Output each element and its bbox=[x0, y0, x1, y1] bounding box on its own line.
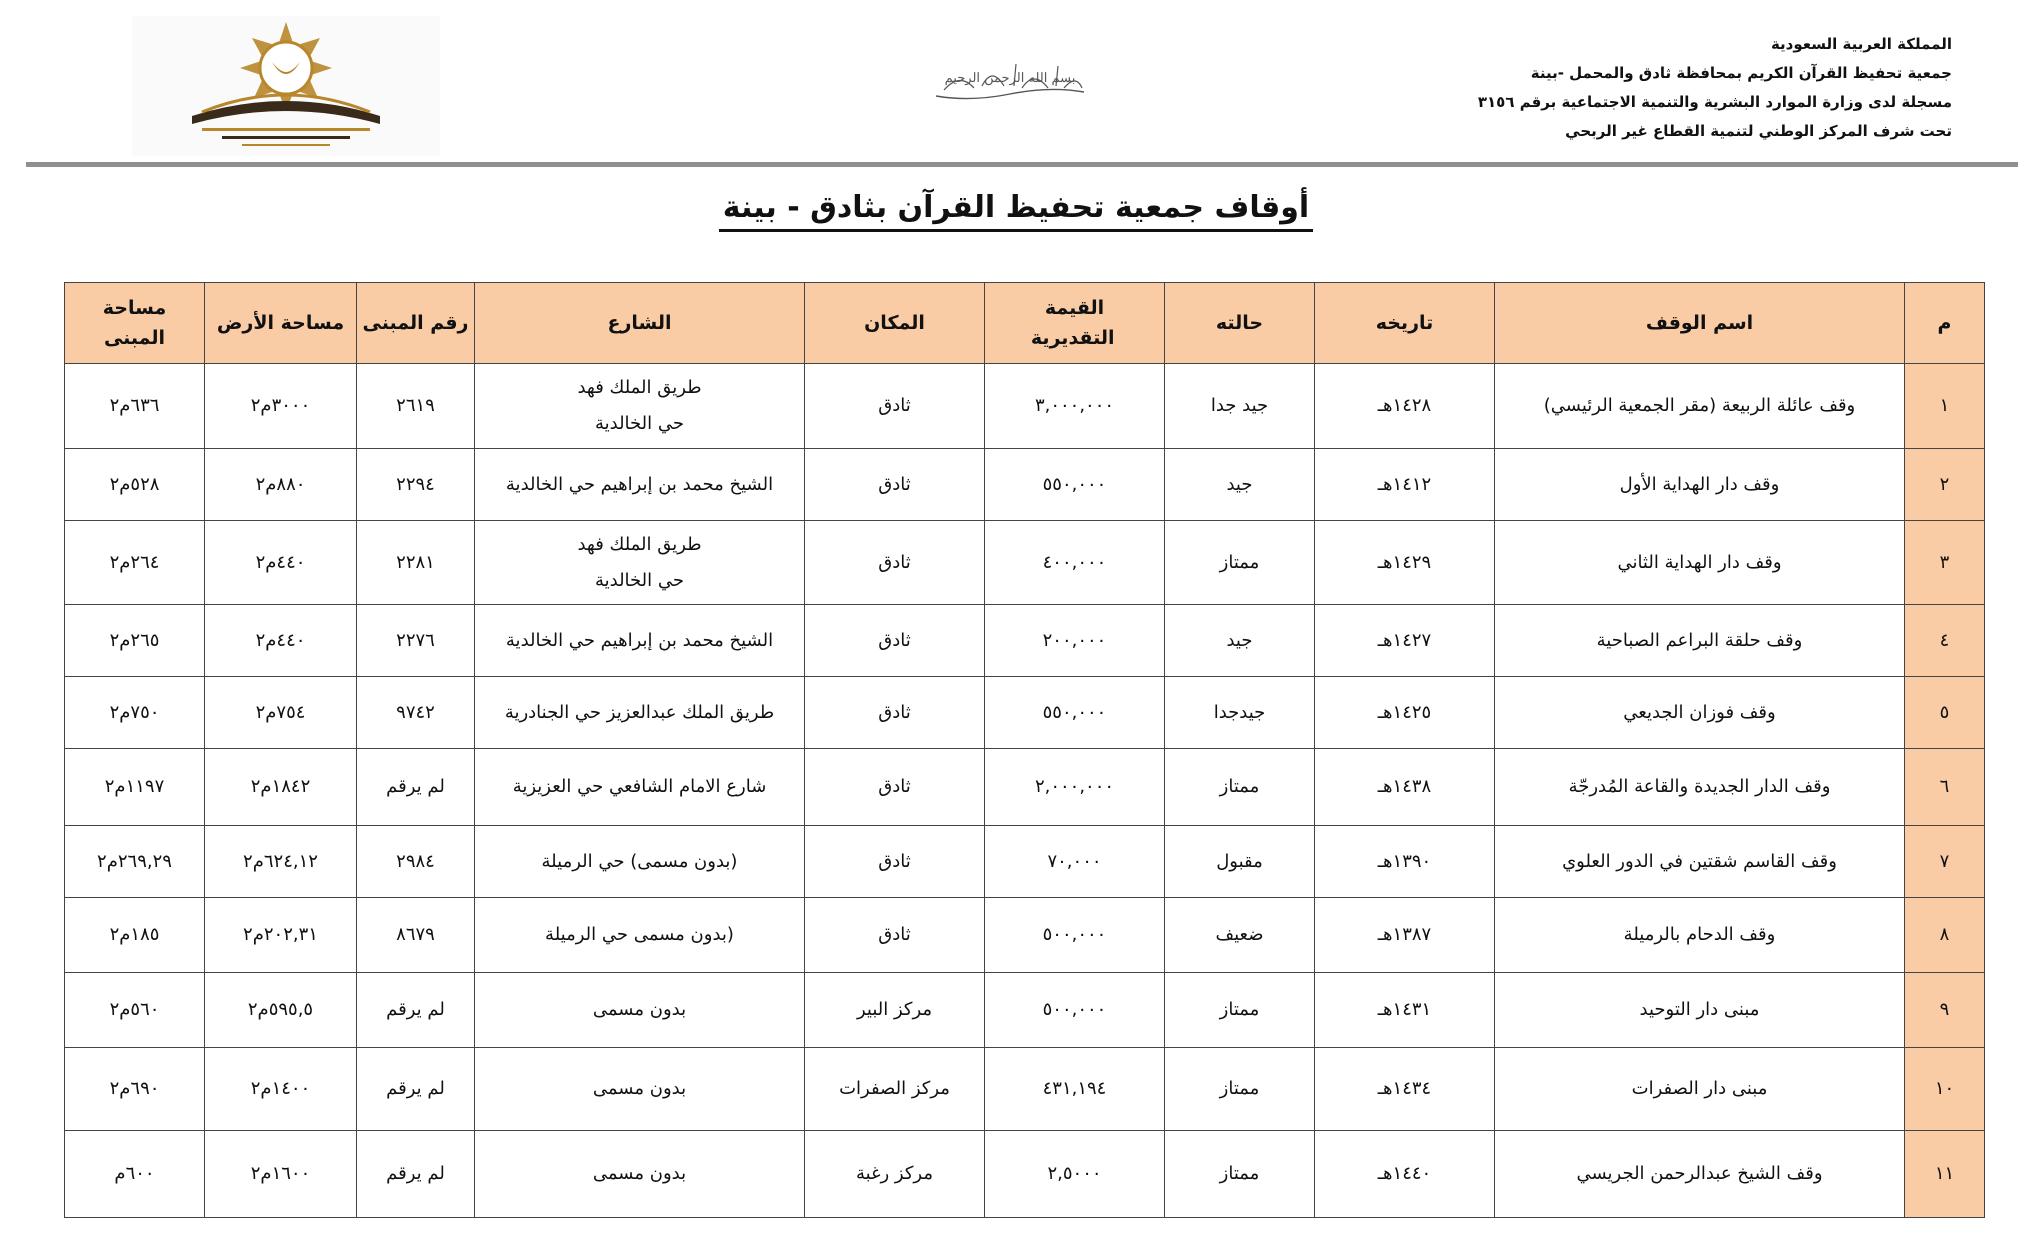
row-index: ٩ bbox=[1905, 973, 1985, 1048]
row-index: ٨ bbox=[1905, 898, 1985, 973]
street-line-1: الشيخ محمد بن إبراهيم حي الخالدية bbox=[505, 473, 774, 495]
row-building-area: ٢٦٥م٢ bbox=[65, 605, 205, 677]
row-building-no: ٢٢٨١ bbox=[357, 521, 475, 605]
row-street bbox=[475, 898, 805, 973]
row-land-area: ٤٤٠م٢ bbox=[205, 605, 357, 677]
endowments-table bbox=[64, 282, 1985, 1218]
row-status: ممتاز bbox=[1165, 521, 1315, 605]
row-index: ٣ bbox=[1905, 521, 1985, 605]
row-place: ثادق bbox=[805, 898, 985, 973]
street-line-1: بدون مسمى bbox=[592, 999, 687, 1020]
row-value: ٤٣١,١٩٤ bbox=[985, 1048, 1165, 1131]
row-value: ٥٥٠,٠٠٠ bbox=[985, 449, 1165, 521]
row-land-area: ١٦٠٠م٢ bbox=[205, 1131, 357, 1218]
row-date: ١٤٣١هـ bbox=[1315, 973, 1495, 1048]
row-street bbox=[475, 1131, 805, 1218]
basmala-text: بسم الله الرحمن الرحيم bbox=[944, 71, 1076, 86]
row-date: ١٣٨٧هـ bbox=[1315, 898, 1495, 973]
org-registration: مسجلة لدى وزارة الموارد البشرية والتنمية الاجتماعية برقم ٣١٥٦ bbox=[1477, 93, 1952, 111]
row-status: ممتاز bbox=[1165, 1048, 1315, 1131]
row-date: ١٤٣٤هـ bbox=[1315, 1048, 1495, 1131]
col-status: حالته bbox=[1165, 283, 1315, 364]
row-name: وقف عائلة الربيعة (مقر الجمعية الرئيسي) bbox=[1495, 364, 1905, 449]
col-index: م bbox=[1905, 283, 1985, 364]
row-date: ١٤٢٨هـ bbox=[1315, 364, 1495, 449]
row-index: ٤ bbox=[1905, 605, 1985, 677]
row-street bbox=[475, 826, 805, 898]
row-street bbox=[475, 677, 805, 749]
row-street bbox=[475, 973, 805, 1048]
table-row bbox=[65, 605, 1985, 677]
table-row bbox=[65, 521, 1985, 605]
row-building-area: ٢٦٩,٢٩م٢ bbox=[65, 826, 205, 898]
row-date: ١٤٢٩هـ bbox=[1315, 521, 1495, 605]
row-land-area: ٣٠٠٠م٢ bbox=[205, 364, 357, 449]
row-place: ثادق bbox=[805, 749, 985, 826]
row-status: جيد bbox=[1165, 449, 1315, 521]
row-date: ١٤٢٥هـ bbox=[1315, 677, 1495, 749]
street-line-2: حي الخالدية bbox=[594, 569, 685, 591]
row-building-area: ١١٩٧م٢ bbox=[65, 749, 205, 826]
row-value: ٢٠٠,٠٠٠ bbox=[985, 605, 1165, 677]
table-row bbox=[65, 973, 1985, 1048]
row-date: ١٣٩٠هـ bbox=[1315, 826, 1495, 898]
row-street bbox=[475, 364, 805, 449]
row-status: ضعيف bbox=[1165, 898, 1315, 973]
table-row bbox=[65, 1048, 1985, 1131]
row-value: ٢,٠٠٠,٠٠٠ bbox=[985, 749, 1165, 826]
row-building-area: ٦٣٦م٢ bbox=[65, 364, 205, 449]
col-street: الشارع bbox=[475, 283, 805, 364]
row-value: ٣,٠٠٠,٠٠٠ bbox=[985, 364, 1165, 449]
org-country: المملكة العربية السعودية bbox=[1770, 35, 1952, 53]
row-status: جيد bbox=[1165, 605, 1315, 677]
row-date: ١٤٣٨هـ bbox=[1315, 749, 1495, 826]
col-building-no: رقم المبنى bbox=[357, 283, 475, 364]
row-building-no: لم يرقم bbox=[357, 749, 475, 826]
table-row bbox=[65, 826, 1985, 898]
row-value: ٢,٥٠٠٠ bbox=[985, 1131, 1165, 1218]
row-name: مبنى دار الصفرات bbox=[1495, 1048, 1905, 1131]
row-date: ١٤١٢هـ bbox=[1315, 449, 1495, 521]
row-name: وقف فوزان الجديعي bbox=[1495, 677, 1905, 749]
row-status: ممتاز bbox=[1165, 973, 1315, 1048]
row-status: جيد جدا bbox=[1165, 364, 1315, 449]
row-index: ٢ bbox=[1905, 449, 1985, 521]
org-name: جمعية تحفيظ القرآن الكريم بمحافظة ثادق والمحمل -بينة bbox=[1530, 64, 1952, 82]
document-title-wrap bbox=[0, 190, 2032, 225]
col-value-label: القيمة التقديرية bbox=[1030, 297, 1115, 349]
row-index: ١ bbox=[1905, 364, 1985, 449]
col-value bbox=[985, 283, 1165, 364]
street-line-1: طريق الملك فهد bbox=[577, 377, 702, 398]
street-line-1: طريق الملك عبدالعزيز حي الجنادرية bbox=[504, 701, 775, 723]
row-value: ٥٠٠,٠٠٠ bbox=[985, 898, 1165, 973]
row-street bbox=[475, 449, 805, 521]
row-index: ١٠ bbox=[1905, 1048, 1985, 1131]
row-building-area: ٦٩٠م٢ bbox=[65, 1048, 205, 1131]
row-building-area: ١٨٥م٢ bbox=[65, 898, 205, 973]
row-land-area: ٦٢٤,١٢م٢ bbox=[205, 826, 357, 898]
row-value: ٤٠٠,٠٠٠ bbox=[985, 521, 1165, 605]
row-value: ٥٠٠,٠٠٠ bbox=[985, 973, 1165, 1048]
row-value: ٧٠,٠٠٠ bbox=[985, 826, 1165, 898]
row-building-no: ٩٧٤٢ bbox=[357, 677, 475, 749]
row-street bbox=[475, 521, 805, 605]
org-patronage: تحت شرف المركز الوطني لتنمية القطاع غير الربحي bbox=[1565, 122, 1952, 140]
row-index: ٦ bbox=[1905, 749, 1985, 826]
row-status: جيدجدا bbox=[1165, 677, 1315, 749]
row-index: ١١ bbox=[1905, 1131, 1985, 1218]
table-row bbox=[65, 364, 1985, 449]
row-name: وقف الدحام بالرميلة bbox=[1495, 898, 1905, 973]
row-place: مركز البير bbox=[805, 973, 985, 1048]
row-land-area: ١٨٤٢م٢ bbox=[205, 749, 357, 826]
table-row bbox=[65, 677, 1985, 749]
table-row bbox=[65, 1131, 1985, 1218]
row-name: وقف دار الهداية الأول bbox=[1495, 449, 1905, 521]
row-building-area: ٧٥٠م٢ bbox=[65, 677, 205, 749]
organization-info bbox=[1432, 30, 1952, 146]
row-street bbox=[475, 749, 805, 826]
row-land-area: ٤٤٠م٢ bbox=[205, 521, 357, 605]
row-name: وقف دار الهداية الثاني bbox=[1495, 521, 1905, 605]
table-row bbox=[65, 449, 1985, 521]
col-building-area: مساحة المبنى bbox=[65, 283, 205, 364]
street-line-1: بدون مسمى bbox=[592, 1078, 687, 1099]
header-divider bbox=[26, 162, 2018, 167]
col-date: تاريخه bbox=[1315, 283, 1495, 364]
row-building-area: ٢٦٤م٢ bbox=[65, 521, 205, 605]
row-place: ثادق bbox=[805, 521, 985, 605]
row-name: وقف القاسم شقتين في الدور العلوي bbox=[1495, 826, 1905, 898]
row-street bbox=[475, 1048, 805, 1131]
street-line-1: الشيخ محمد بن إبراهيم حي الخالدية bbox=[505, 629, 774, 651]
col-land-area: مساحة الأرض bbox=[205, 283, 357, 364]
col-name: اسم الوقف bbox=[1495, 283, 1905, 364]
row-building-no: لم يرقم bbox=[357, 1131, 475, 1218]
street-line-1: طريق الملك فهد bbox=[577, 533, 702, 555]
row-building-no: ٢٢٩٤ bbox=[357, 449, 475, 521]
row-place: ثادق bbox=[805, 826, 985, 898]
street-line-2: حي الخالدية bbox=[594, 413, 685, 434]
row-land-area: ٢٠٢,٣١م٢ bbox=[205, 898, 357, 973]
row-status: ممتاز bbox=[1165, 749, 1315, 826]
row-building-no: ٨٦٧٩ bbox=[357, 898, 475, 973]
table-row bbox=[65, 749, 1985, 826]
street-line-1: شارع الامام الشافعي حي العزيزية bbox=[512, 776, 767, 797]
basmala-calligraphy bbox=[930, 52, 1090, 110]
row-name: وقف الشيخ عبدالرحمن الجريسي bbox=[1495, 1131, 1905, 1218]
row-date: ١٤٤٠هـ bbox=[1315, 1131, 1495, 1218]
row-building-no: لم يرقم bbox=[357, 1048, 475, 1131]
street-line-1: بدون مسمى bbox=[592, 1163, 687, 1184]
row-building-area: ٦٠٠م bbox=[65, 1131, 205, 1218]
row-building-no: ٢٦١٩ bbox=[357, 364, 475, 449]
row-index: ٥ bbox=[1905, 677, 1985, 749]
row-land-area: ٧٥٤م٢ bbox=[205, 677, 357, 749]
document-title: أوقاف جمعية تحفيظ القرآن بثادق - بينة bbox=[719, 190, 1313, 232]
row-name: وقف الدار الجديدة والقاعة المُدرجّة bbox=[1495, 749, 1905, 826]
row-building-area: ٥٢٨م٢ bbox=[65, 449, 205, 521]
row-status: ممتاز bbox=[1165, 1131, 1315, 1218]
row-name: مبنى دار التوحيد bbox=[1495, 973, 1905, 1048]
col-place: المكان bbox=[805, 283, 985, 364]
row-street bbox=[475, 605, 805, 677]
row-place: ثادق bbox=[805, 605, 985, 677]
row-building-no: ٢٢٧٦ bbox=[357, 605, 475, 677]
street-line-1: (بدون مسمى حي الرميلة bbox=[545, 924, 734, 945]
row-land-area: ٥٩٥,٥م٢ bbox=[205, 973, 357, 1048]
row-building-area: ٥٦٠م٢ bbox=[65, 973, 205, 1048]
row-land-area: ٨٨٠م٢ bbox=[205, 449, 357, 521]
row-status: مقبول bbox=[1165, 826, 1315, 898]
table-row bbox=[65, 898, 1985, 973]
row-building-no: لم يرقم bbox=[357, 973, 475, 1048]
row-place: ثادق bbox=[805, 449, 985, 521]
table-header-row bbox=[65, 283, 1985, 364]
street-line-1: (بدون مسمى) حي الرميلة bbox=[541, 850, 738, 872]
row-name: وقف حلقة البراعم الصباحية bbox=[1495, 605, 1905, 677]
row-land-area: ١٤٠٠م٢ bbox=[205, 1048, 357, 1131]
row-index: ٧ bbox=[1905, 826, 1985, 898]
row-place: ثادق bbox=[805, 364, 985, 449]
row-place: مركز الصفرات bbox=[805, 1048, 985, 1131]
row-place: مركز رغبة bbox=[805, 1131, 985, 1218]
row-building-no: ٢٩٨٤ bbox=[357, 826, 475, 898]
row-date: ١٤٢٧هـ bbox=[1315, 605, 1495, 677]
row-value: ٥٥٠,٠٠٠ bbox=[985, 677, 1165, 749]
association-logo bbox=[132, 16, 440, 156]
row-place: ثادق bbox=[805, 677, 985, 749]
